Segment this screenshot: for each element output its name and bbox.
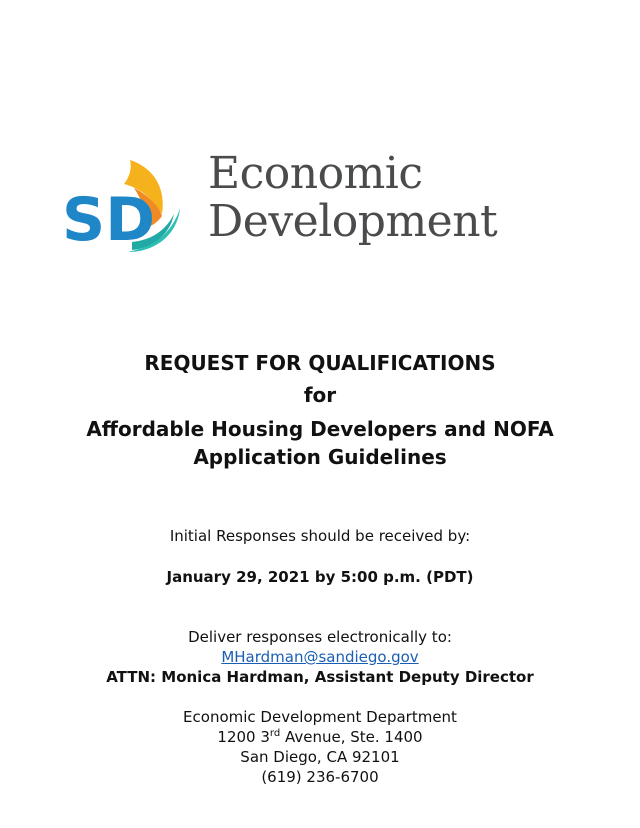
logo-letters: SD xyxy=(62,185,156,254)
attention-line: ATTN: Monica Hardman, Assistant Deputy Director xyxy=(106,668,534,686)
street-address xyxy=(0,727,640,747)
title-subject-line2: Application Guidelines xyxy=(193,445,447,469)
title-for: for xyxy=(303,383,337,407)
department-name: Economic Development Department xyxy=(183,708,457,726)
email-link[interactable]: MHardman@sandiego.gov xyxy=(221,648,419,666)
logo-line-economic: Economic xyxy=(208,148,423,199)
logo-wordmark xyxy=(208,150,497,246)
city-state-zip: San Diego, CA 92101 xyxy=(240,748,400,766)
street-number: 1200 3 xyxy=(217,728,270,746)
street-suffix: rd xyxy=(269,728,281,739)
deadline-intro: Initial Responses should be received by: xyxy=(169,527,471,545)
logo-line-development: Development xyxy=(208,196,498,247)
sd-logo-mark-icon xyxy=(62,158,182,254)
phone-number: (619) 236-6700 xyxy=(261,768,379,786)
deadline-date: January 29, 2021 by 5:00 p.m. (PDT) xyxy=(166,568,474,586)
title-rfq: REQUEST FOR QUALIFICATIONS xyxy=(144,351,496,375)
street-rest: Avenue, Ste. 1400 xyxy=(280,728,423,746)
economic-development-logo xyxy=(62,150,522,262)
email-line xyxy=(0,647,640,667)
delivery-intro: Deliver responses electronically to: xyxy=(188,628,452,646)
title-subject-line1: Affordable Housing Developers and NOFA xyxy=(86,417,554,441)
